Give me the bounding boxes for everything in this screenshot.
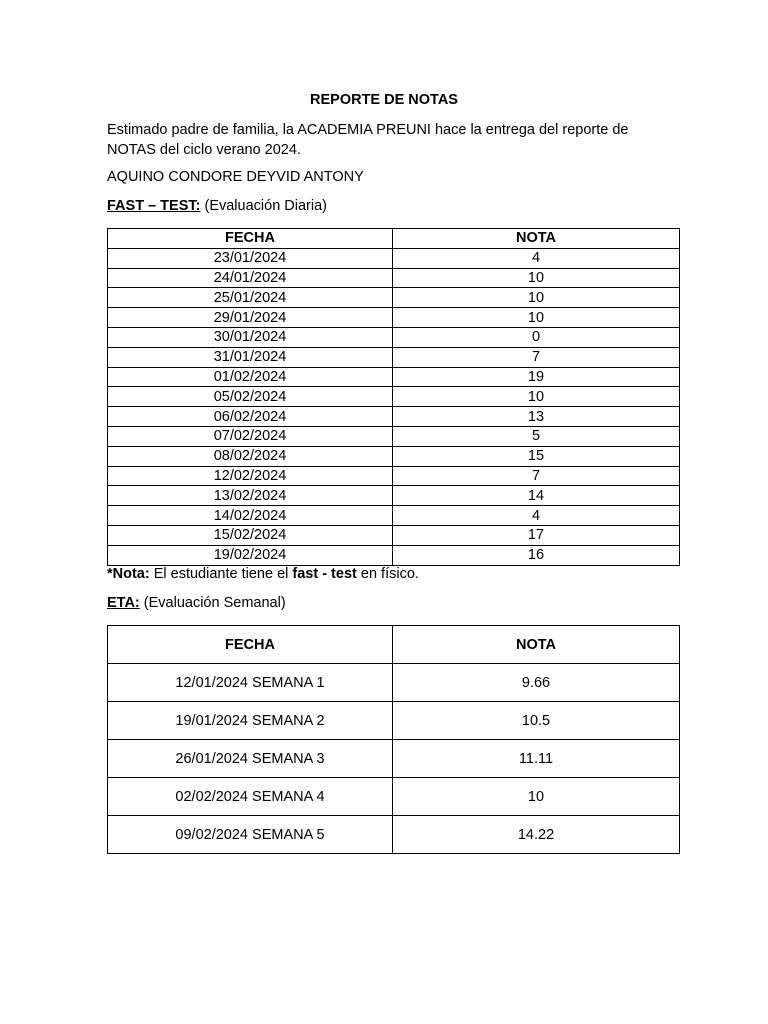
cell-fecha: 06/02/2024 (108, 407, 393, 427)
cell-nota: 10 (393, 387, 680, 407)
cell-fecha: 02/02/2024 SEMANA 4 (108, 778, 393, 816)
cell-nota: 10.5 (393, 702, 680, 740)
cell-nota: 4 (393, 248, 680, 268)
fast-test-table-body (108, 248, 680, 565)
cell-nota: 10 (393, 268, 680, 288)
intro-paragraph: Estimado padre de familia, la ACADEMIA PREUNI hace la entrega del reporte de NOTAS del ciclo verano 2024. (107, 122, 629, 158)
cell-fecha: 26/01/2024 SEMANA 3 (108, 740, 393, 778)
table-row (108, 816, 680, 854)
eta-label: ETA: (107, 595, 140, 611)
cell-fecha: 08/02/2024 (108, 446, 393, 466)
cell-nota: 15 (393, 446, 680, 466)
cell-fecha: 12/02/2024 (108, 466, 393, 486)
cell-nota: 7 (393, 466, 680, 486)
cell-fecha: 31/01/2024 (108, 347, 393, 367)
cell-nota: 16 (393, 545, 680, 565)
table-row (108, 327, 680, 347)
cell-nota: 19 (393, 367, 680, 387)
student-name: AQUINO CONDORE DEYVID ANTONY (107, 169, 364, 185)
table-row (108, 407, 680, 427)
cell-fecha: 13/02/2024 (108, 486, 393, 506)
cell-nota: 7 (393, 347, 680, 367)
table-row (108, 545, 680, 565)
note-prefix: *Nota: (107, 566, 150, 582)
cell-fecha: 05/02/2024 (108, 387, 393, 407)
table-row (108, 740, 680, 778)
eta-table-body (108, 664, 680, 854)
column-header-fecha: FECHA (108, 229, 393, 249)
fast-test-table (107, 228, 680, 566)
cell-nota: 11.11 (393, 740, 680, 778)
note-text-1: El estudiante tiene el (149, 566, 293, 582)
table-header-row (108, 229, 680, 249)
table-row (108, 446, 680, 466)
table-row (108, 525, 680, 545)
fast-test-subtitle: (Evaluación Diaria) (200, 198, 327, 214)
table-row (108, 367, 680, 387)
cell-nota: 5 (393, 426, 680, 446)
table-row (108, 664, 680, 702)
fast-test-heading (107, 198, 327, 214)
table-row (108, 778, 680, 816)
column-header-fecha: FECHA (108, 626, 393, 664)
cell-fecha: 15/02/2024 (108, 525, 393, 545)
cell-fecha: 19/01/2024 SEMANA 2 (108, 702, 393, 740)
cell-nota: 4 (393, 506, 680, 526)
cell-fecha: 29/01/2024 (108, 308, 393, 328)
cell-fecha: 24/01/2024 (108, 268, 393, 288)
table-row (108, 387, 680, 407)
cell-nota: 13 (393, 407, 680, 427)
eta-table (107, 625, 680, 854)
note-text-2: en físico. (356, 566, 419, 582)
cell-fecha: 25/01/2024 (108, 288, 393, 308)
cell-fecha: 09/02/2024 SEMANA 5 (108, 816, 393, 854)
cell-nota: 10 (393, 308, 680, 328)
page-title: REPORTE DE NOTAS (310, 92, 458, 108)
table-header-row (108, 626, 680, 664)
table-row (108, 347, 680, 367)
eta-subtitle: (Evaluación Semanal) (139, 595, 286, 611)
cell-fecha: 30/01/2024 (108, 327, 393, 347)
eta-heading (107, 595, 286, 611)
cell-fecha: 07/02/2024 (108, 426, 393, 446)
cell-fecha: 01/02/2024 (108, 367, 393, 387)
table-row (108, 308, 680, 328)
cell-fecha: 14/02/2024 (108, 506, 393, 526)
cell-nota: 0 (393, 327, 680, 347)
physical-copy-note (107, 566, 419, 582)
column-header-nota: NOTA (393, 626, 680, 664)
table-row (108, 702, 680, 740)
table-row (108, 466, 680, 486)
cell-nota: 10 (393, 778, 680, 816)
fast-test-label: FAST – TEST: (107, 198, 201, 214)
cell-nota: 14 (393, 486, 680, 506)
cell-nota: 17 (393, 525, 680, 545)
cell-nota: 14.22 (393, 816, 680, 854)
cell-fecha: 19/02/2024 (108, 545, 393, 565)
cell-fecha: 23/01/2024 (108, 248, 393, 268)
cell-nota: 10 (393, 288, 680, 308)
table-row (108, 268, 680, 288)
cell-fecha: 12/01/2024 SEMANA 1 (108, 664, 393, 702)
table-row (108, 426, 680, 446)
cell-nota: 9.66 (393, 664, 680, 702)
table-row (108, 506, 680, 526)
table-row (108, 288, 680, 308)
column-header-nota: NOTA (393, 229, 680, 249)
table-row (108, 486, 680, 506)
table-row (108, 248, 680, 268)
note-emphasis: fast - test (292, 566, 357, 582)
